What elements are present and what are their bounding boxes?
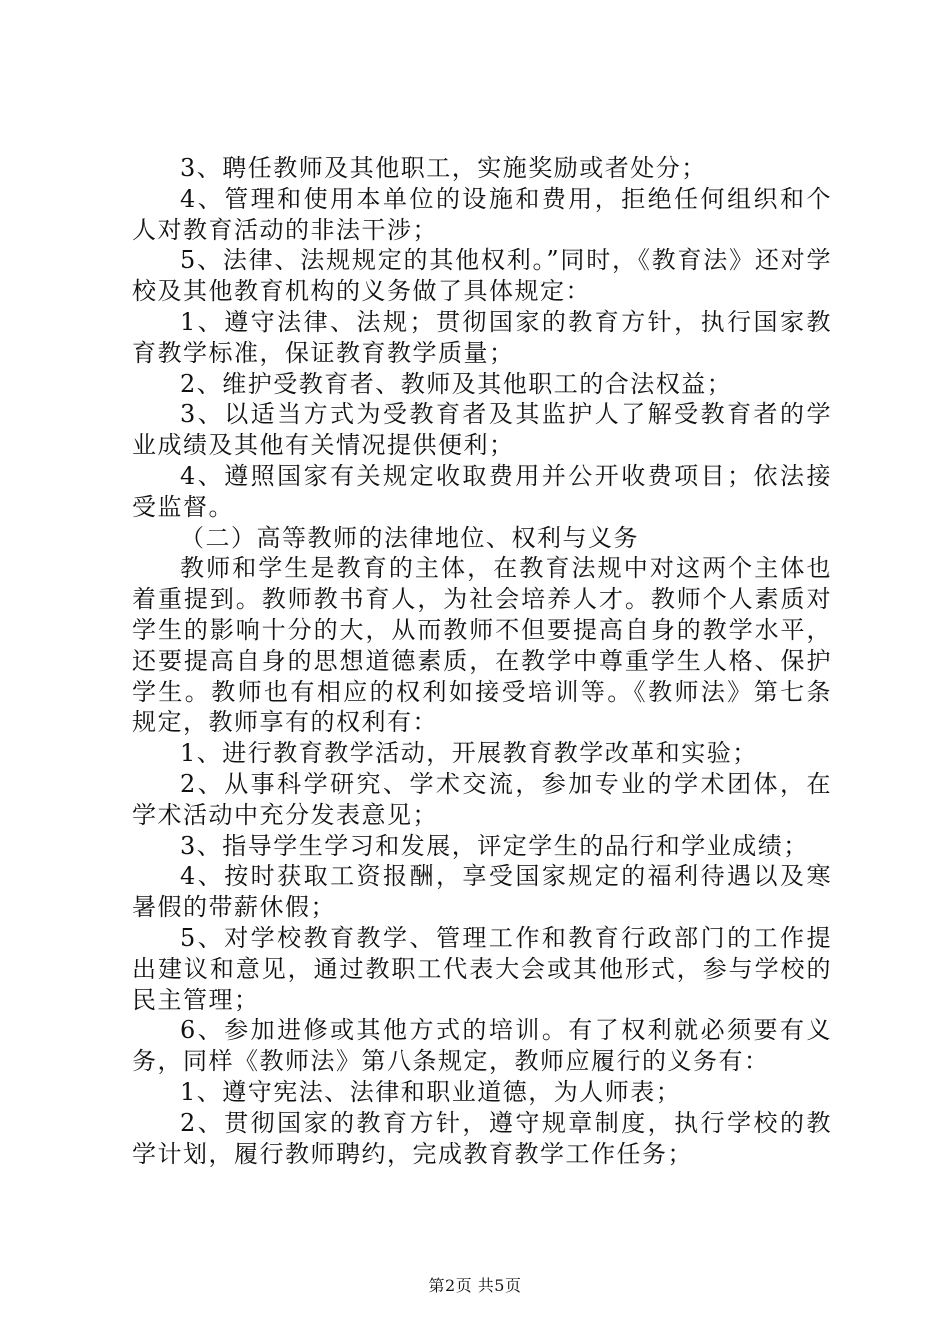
paragraph: 2、维护受教育者、教师及其他职工的合法权益； <box>180 369 733 398</box>
paragraph: 5、对学校教育教学、管理工作和教育行政部门的工作提出建议和意见，通过教职工代表大会或其他形式，参与学校的民主管理； <box>132 923 832 1014</box>
paragraph: 3、指导学生学习和发展，评定学生的品行和学业成绩； <box>180 831 809 860</box>
paragraph: 教师和学生是教育的主体，在教育法规中对这两个主体也着重提到。教师教书育人，为社会培养人才。教师个人素质对学生的影响十分的大，从而教师不但要提高自身的教学水平，还要提高自身的思想道德素质，在教学中尊重学生人格、保护学生。教师也有相应的权利如接受培训等。《教师法》第七条规定，教师享有的权利有： <box>132 554 832 737</box>
paragraph: 1、遵守宪法、法律和职业道德，为人师表； <box>180 1077 682 1106</box>
paragraph: 5、法律、法规规定的其他权利。”同时，《教育法》还对学校及其他教育机构的义务做了具体规定： <box>132 246 832 306</box>
paragraph: 1、遵守法律、法规；贯彻国家的教育方针，执行国家教育教学标准，保证教育教学质量； <box>132 307 832 367</box>
paragraph: 4、管理和使用本单位的设施和费用，拒绝任何组织和个人对教育活动的非法干涉； <box>132 184 832 244</box>
paragraph: 3、聘任教师及其他职工，实施奖励或者处分； <box>180 154 707 182</box>
paragraph: 3、以适当方式为受教育者及其监护人了解受教育者的学业成绩及其他有关情况提供便利； <box>132 400 832 460</box>
paragraph: 4、按时获取工资报酬，享受国家规定的福利待遇以及寒暑假的带薪休假； <box>132 862 832 922</box>
page-footer: 第2页 共5页 <box>428 1276 522 1295</box>
paragraph: 2、贯彻国家的教育方针，遵守规章制度，执行学校的教学计划，履行教师聘约，完成教育教学工作任务； <box>132 1108 832 1168</box>
paragraph: 2、从事科学研究、学术交流，参加专业的学术团体，在学术活动中充分发表意见； <box>132 769 832 829</box>
paragraph: 4、遵照国家有关规定收取费用并公开收费项目；依法接受监督。 <box>132 461 832 521</box>
paragraph: 1、进行教育教学活动，开展教育教学改革和实验； <box>180 739 758 768</box>
paragraph: 6、参加进修或其他方式的培训。有了权利就必须要有义务，同样《教师法》第八条规定，教师应履行的义务有： <box>132 1016 832 1076</box>
section-heading: （二）高等教师的法律地位、权利与义务 <box>180 523 639 552</box>
document-body <box>132 153 832 1169</box>
